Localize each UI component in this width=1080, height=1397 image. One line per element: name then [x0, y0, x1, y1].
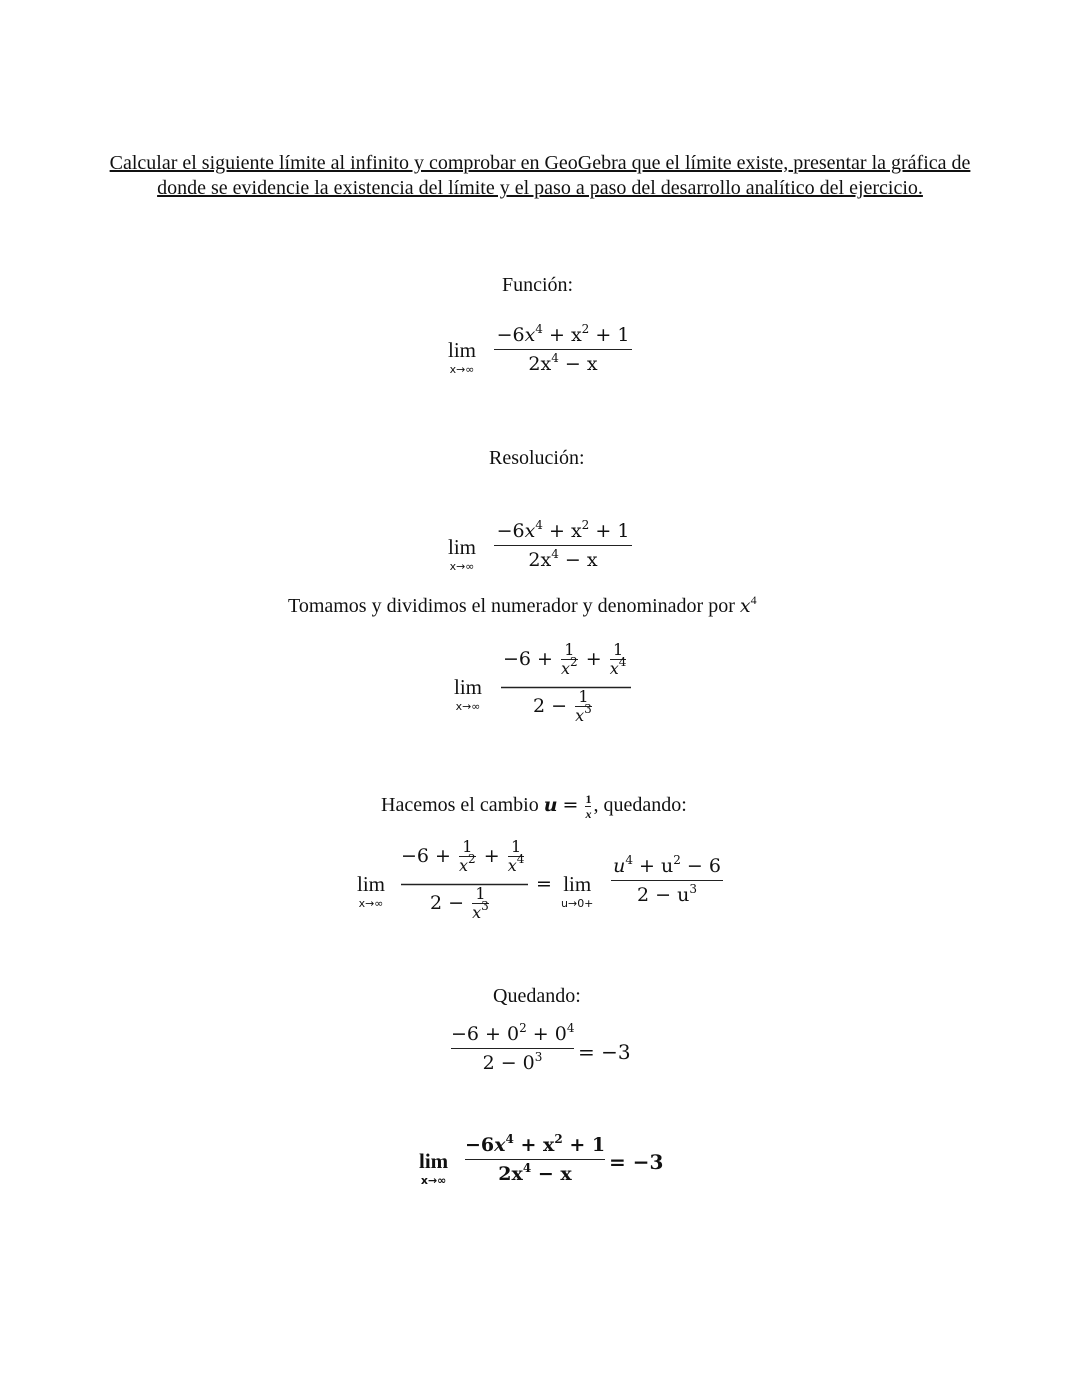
function-fraction: $\frac{-6x^4 + x^2 + 1}{2x^4 - x}$: [494, 324, 632, 375]
substituted-fraction: $\frac{-6 + 0^2 + 0^4}{2 - 0^3}$: [451, 1021, 575, 1074]
final-fraction: $\frac{-6x^4 + x^2 + 1}{2x^4 - x}$: [465, 1132, 606, 1185]
resolution-fraction: $\frac{-6x^4 + x^2 + 1}{2x^4 - x}$: [494, 520, 632, 571]
limit-operator: lim x→∞: [419, 1149, 449, 1187]
instruction-text: Calcular el siguiente límite al infinito y comprobar en GeoGebra que el límite existe, presentar la gráfica de donde se evidencie la existencia del límite y el paso a paso del desarrollo analítico del ejercicio.: [109, 152, 971, 199]
u-fraction: $\frac{u^4 + u^2 - 6}{2 - u^3}$: [611, 855, 723, 906]
final-result-value: = −3: [609, 1150, 664, 1174]
change-denominator: 2 − $\frac{1}{x^3}$: [430, 884, 489, 922]
resolucion-label: Resolución:: [489, 447, 585, 469]
limit-operator: lim x→∞: [448, 338, 477, 376]
divide-step-text: Tomamos y dividimos el numerador y denominador por $x^4$: [288, 593, 757, 617]
limit-operator: lim x→∞: [448, 535, 477, 573]
limit-operator: lim x→∞: [357, 872, 386, 910]
limit-operator: lim x→∞: [454, 675, 483, 713]
funcion-label: Función:: [502, 274, 574, 296]
result-value: = −3: [578, 1040, 631, 1064]
substitution-text: Hacemos el cambio u = $\frac{1}{x}$ , quedando:: [381, 792, 687, 821]
equals-sign: =: [536, 873, 552, 895]
divided-denominator: 2 − $\frac{1}{x^3}$: [533, 687, 592, 725]
change-numerator: −6 + $\frac{1}{x^2}$ + $\frac{1}{x^4}$: [401, 837, 525, 875]
quedando-label: Quedando:: [493, 985, 581, 1007]
limit-operator: lim u→0+: [561, 872, 594, 910]
divided-numerator: −6 + $\frac{1}{x^2}$ + $\frac{1}{x^4}$: [503, 640, 627, 678]
